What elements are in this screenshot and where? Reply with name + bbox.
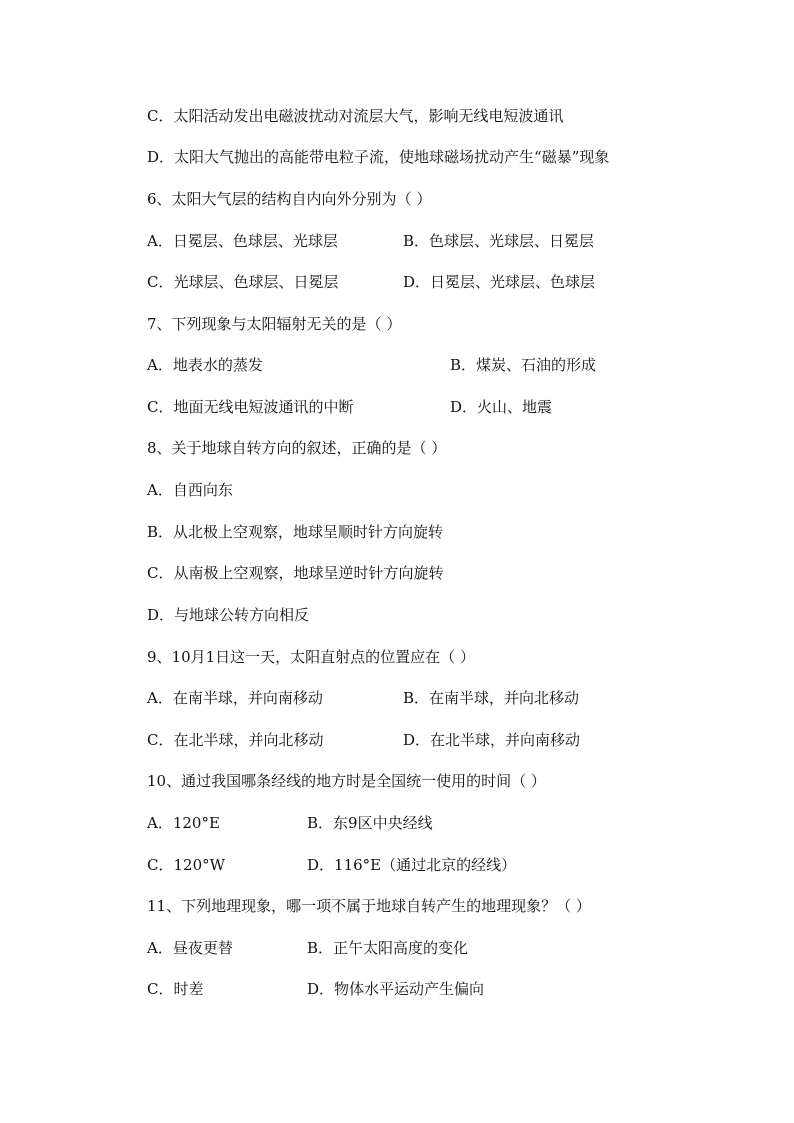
q8-option-b: B．从北极上空观察，地球呈顺时针方向旋转 xyxy=(147,523,444,541)
q9-option-a: A．在南半球，并向南移动 xyxy=(147,689,323,707)
q11-option-a: A．昼夜更替 xyxy=(147,939,233,957)
q9-option-d: D．在北半球，并向南移动 xyxy=(403,731,581,749)
q7-option-b: B．煤炭、石油的形成 xyxy=(450,356,597,374)
q5-option-d: D．太阳大气抛出的高能带电粒子流，使地球磁场扰动产生“磁暴”现象 xyxy=(147,148,610,166)
q11-option-c: C．时差 xyxy=(147,980,204,998)
q6-option-a: A．日冕层、色球层、光球层 xyxy=(147,232,338,250)
q8-option-d: D．与地球公转方向相反 xyxy=(147,606,310,624)
q7-option-c: C．地面无线电短波通讯的中断 xyxy=(147,398,354,416)
question-7: 7、下列现象与太阳辐射无关的是（ ） xyxy=(147,315,402,333)
question-8: 8、关于地球自转方向的叙述，正确的是（ ） xyxy=(147,439,447,457)
question-10: 10、通过我国哪条经线的地方时是全国统一使用的时间（ ） xyxy=(147,772,546,790)
q6-option-d: D．日冕层、光球层、色球层 xyxy=(403,273,596,291)
q9-option-c: C．在北半球，并向北移动 xyxy=(147,731,324,749)
q7-option-d: D．火山、地震 xyxy=(450,398,553,416)
q10-option-c: C．120°W xyxy=(147,856,226,874)
q10-option-b: B．东9区中央经线 xyxy=(307,814,433,832)
q8-option-a: A．自西向东 xyxy=(147,481,233,499)
question-6: 6、太阳大气层的结构自内向外分别为（ ） xyxy=(147,190,432,208)
question-9: 9、10月1日这一天，太阳直射点的位置应在（ ） xyxy=(147,648,475,666)
q8-option-c: C．从南极上空观察，地球呈逆时针方向旋转 xyxy=(147,564,444,582)
q11-option-d: D．物体水平运动产生偏向 xyxy=(307,980,485,998)
q7-option-a: A．地表水的蒸发 xyxy=(147,356,263,374)
q6-option-c: C．光球层、色球层、日冕层 xyxy=(147,273,339,291)
question-11: 11、下列地理现象，哪一项不属于地球自转产生的地理现象？（ ） xyxy=(147,897,591,915)
q11-option-b: B．正午太阳高度的变化 xyxy=(307,939,469,957)
q9-option-b: B．在南半球，并向北移动 xyxy=(403,689,580,707)
q10-option-d: D．116°E（通过北京的经线） xyxy=(307,856,517,874)
q10-option-a: A．120°E xyxy=(147,814,220,832)
q5-option-c: C．太阳活动发出电磁波扰动对流层大气，影响无线电短波通讯 xyxy=(147,107,564,125)
q6-option-b: B．色球层、光球层、日冕层 xyxy=(403,232,595,250)
